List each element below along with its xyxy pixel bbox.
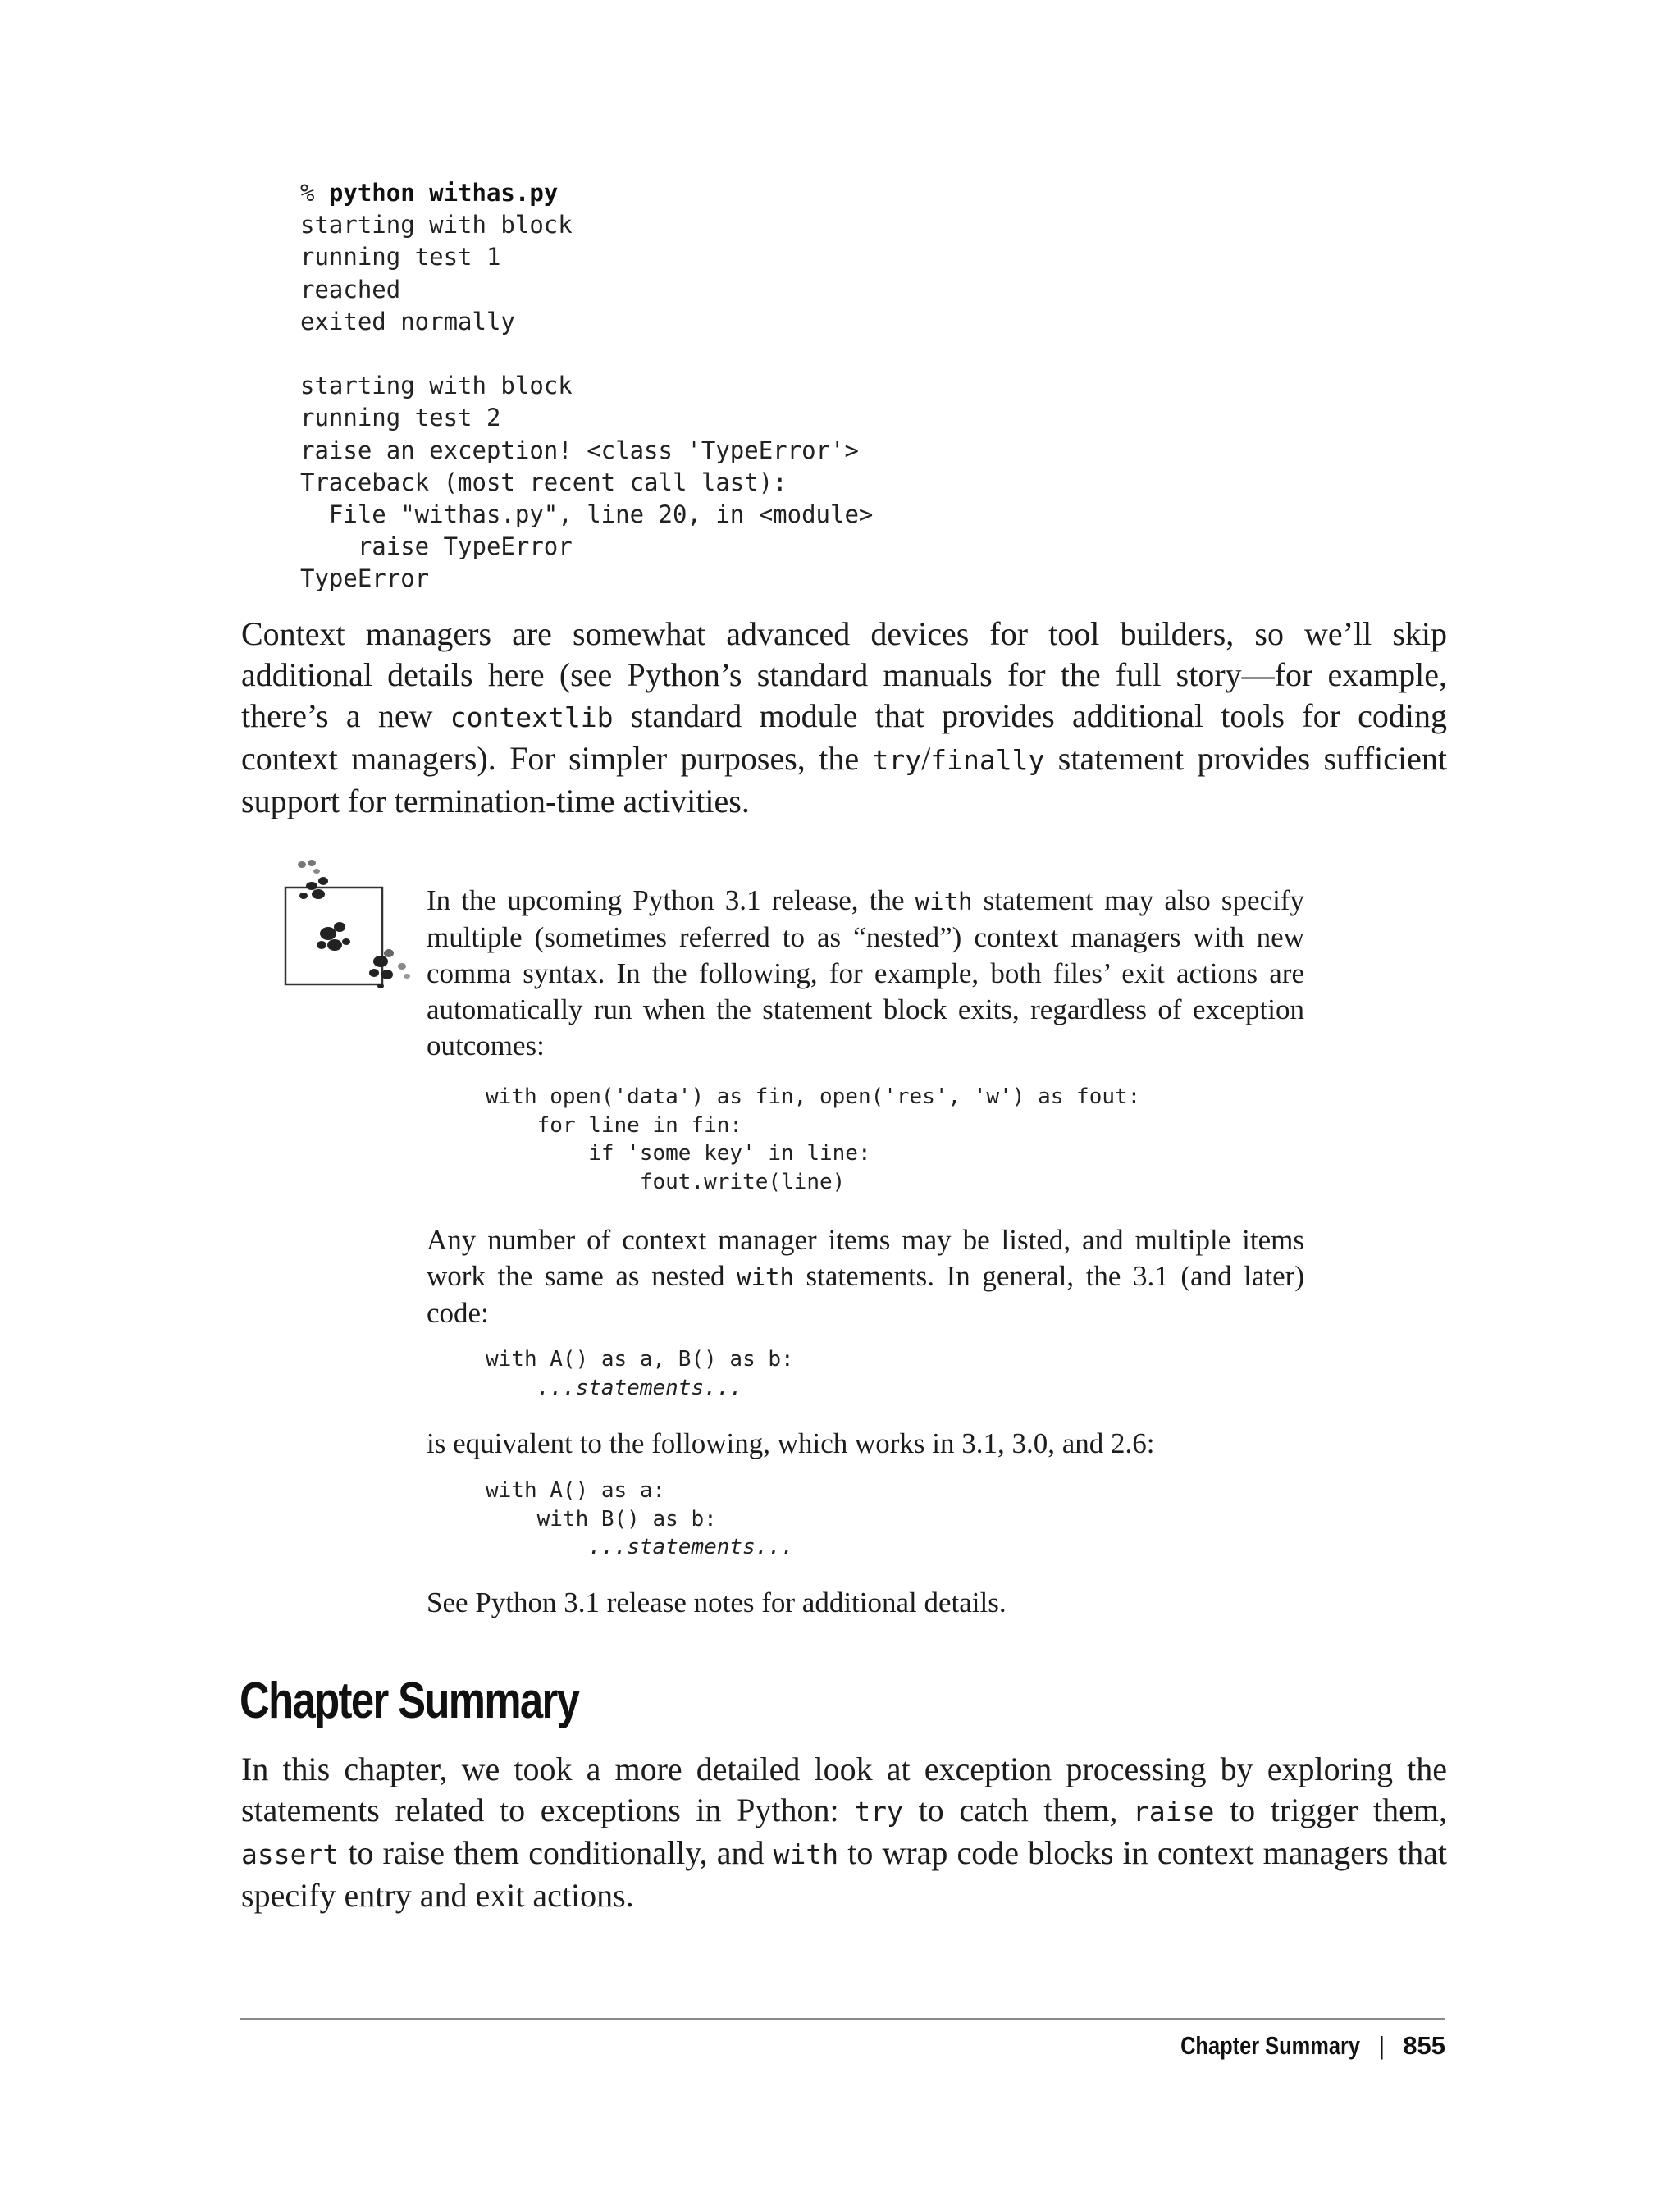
- footer-separator: |: [1378, 2031, 1386, 2060]
- inline-code: with: [737, 1263, 794, 1291]
- code-listing-nested-with: with open('data') as fin, open('res', 'w') as fout: for line in fin: if 'some key' in line: fout.write(line): [486, 1084, 1141, 1194]
- body-paragraph-summary: In this chapter, we took a more detailed look at exception processing by exploring the statements related to exceptions in Python: try to catch them, raise to trigger them, assert to raise them conditionally, and with to wrap code blocks in context managers that specify entry and exit actions.: [241, 1751, 1448, 1914]
- inline-code: try: [872, 744, 922, 776]
- console-line: File "withas.py", line 20, in <module>: [300, 500, 874, 529]
- console-line: reached: [300, 275, 401, 304]
- code-listing-comma-with: with A() as a, B() as b: ...statements...: [486, 1347, 794, 1400]
- page-number: 855: [1403, 2031, 1445, 2060]
- inline-code: with: [773, 1838, 839, 1870]
- console-prompt: %: [300, 179, 329, 207]
- console-output: [300, 177, 873, 596]
- console-line: starting with block: [300, 372, 573, 400]
- inline-code: with: [915, 888, 973, 915]
- inline-code: try: [854, 1796, 903, 1828]
- code-listing-equivalent-with: with A() as a: with B() as b: ...statements...: [486, 1478, 794, 1559]
- inline-code: raise: [1133, 1796, 1215, 1828]
- console-line: exited normally: [300, 307, 515, 336]
- console-line: running test 1: [300, 243, 501, 272]
- page-footer: [1141, 2031, 1445, 2061]
- console-line: running test 2: [300, 404, 501, 432]
- console-line: raise an exception! <class 'TypeError'>: [300, 436, 859, 464]
- note-paragraph: Any number of context manager items may be listed, and multiple items work the same as nested with statements. In general, the 3.1 (and later) code:: [427, 1224, 1304, 1329]
- console-line: starting with block: [300, 211, 573, 240]
- console-line: TypeError: [300, 564, 430, 593]
- footer-section-title: Chapter Summary: [1180, 2031, 1361, 2060]
- note-paragraph: See Python 3.1 release notes for additional details.: [427, 1586, 1007, 1618]
- tip-note-icon: [284, 856, 423, 1004]
- console-line: Traceback (most recent call last):: [300, 468, 788, 496]
- note-paragraph: In the upcoming Python 3.1 release, the with statement may also specify multiple (sometimes referred to as “nested”) context managers with new comma syntax. In the following, for example, both files’ exit actions are automatically run when the statement block exits, regardless of exception outcomes:: [427, 884, 1304, 1061]
- note-paragraph: is equivalent to the following, which works in 3.1, 3.0, and 2.6:: [427, 1427, 1155, 1459]
- footer-rule: [240, 2018, 1445, 2020]
- section-heading: Chapter Summary: [240, 1673, 579, 1729]
- body-paragraph-context-managers: Context managers are somewhat advanced devices for tool builders, so we’ll skip additional details here (see Python’s standard manuals for the full story—for example, there’s a new contextlib standard module that provides additional tools for coding context managers). For simpler purposes, the try/finally statement provides sufficient support for termination-time activities.: [241, 615, 1448, 819]
- console-command: python withas.py: [328, 179, 559, 207]
- console-line: raise TypeError: [300, 532, 573, 561]
- inline-code: contextlib: [450, 701, 614, 733]
- inline-code: assert: [241, 1838, 340, 1870]
- inline-code: finally: [930, 744, 1045, 776]
